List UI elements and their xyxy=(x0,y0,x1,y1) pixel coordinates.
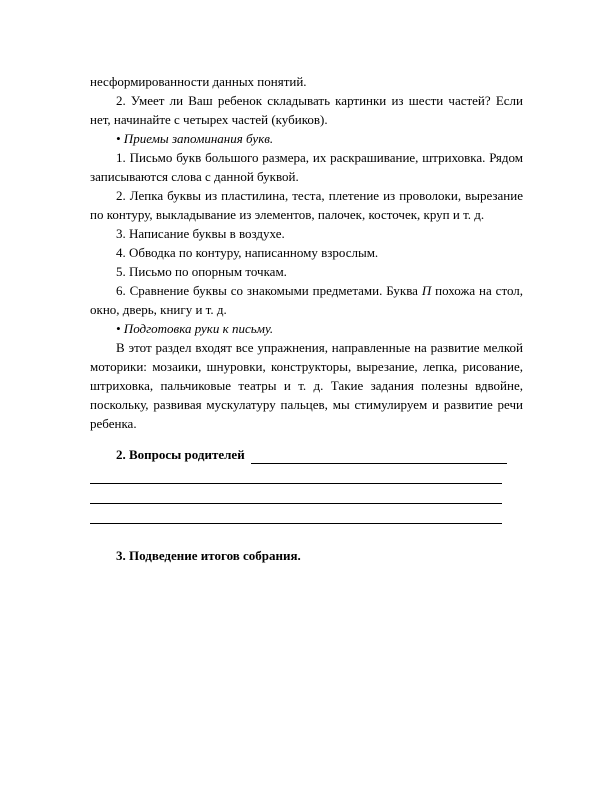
section-parent-questions-title: 2. Вопросы родителей xyxy=(116,447,245,462)
heading-hand-preparation: • Подготовка руки к письму. xyxy=(116,321,274,336)
list-item-6 xyxy=(90,281,523,319)
list-item-3: 3. Написание буквы в воздухе. xyxy=(116,226,285,241)
paragraph-motor-skills: В этот раздел входят все упражнения, направленные на развитие мелкой моторики: мозаики, шнуровки, конструкторы, вырезание, лепка, рисование, штриховка, пальчиковые театры и т. д. Такие задания полезны вдвойне, поскольку, развивая мускулатуру пальцев, мы стимулируем и развитие речи ребенка. xyxy=(90,340,523,431)
answer-line xyxy=(90,484,502,504)
list-item-6-text-b: похожа на стол, окно, дверь, книгу и т. д. xyxy=(90,283,524,317)
list-item-4: 4. Обводка по контуру, написанному взрослым. xyxy=(116,245,379,260)
list-item-2: 2. Лепка буквы из пластилина, теста, плетение из проволоки, вырезание по контуру, выкладывание из элементов, палочек, косточек, круп и т. д. xyxy=(90,188,523,222)
paragraph-question-2: 2. Умеет ли Ваш ребенок складывать картинки из шести частей? Если нет, начинайте с четырех частей (кубиков). xyxy=(90,93,523,127)
answer-line xyxy=(251,449,507,464)
letter-p: П xyxy=(421,283,432,298)
paragraph-continuation: несформированности данных понятий. xyxy=(90,74,307,89)
answer-line xyxy=(90,504,502,524)
heading-letter-memorization: • Приемы запоминания букв. xyxy=(116,131,274,146)
list-item-6-text-a: 6. Сравнение буквы со знакомыми предметами. Буква xyxy=(116,283,418,298)
document-body xyxy=(90,72,523,565)
section-parent-questions xyxy=(90,445,523,464)
list-item-1: 1. Письмо букв большого размера, их раскрашивание, штриховка. Рядом записываются слова с данной буквой. xyxy=(90,150,523,184)
answer-line xyxy=(90,464,502,484)
section-summary-title: 3. Подведение итогов собрания. xyxy=(116,548,301,563)
list-item-5: 5. Письмо по опорным точкам. xyxy=(116,264,287,279)
